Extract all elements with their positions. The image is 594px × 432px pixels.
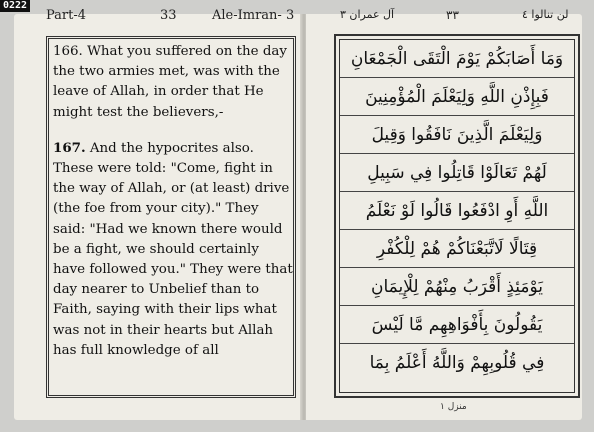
verse-167 bbox=[53, 138, 293, 361]
arabic-line: يَوْمَئِذٍ أَقْرَبُ مِنْهُمْ لِلْإِيمَانِ bbox=[340, 268, 574, 306]
verse-166 bbox=[53, 42, 293, 123]
arabic-line: قِتَالًا لَاتَّبَعْنَاكُمْ هُمْ لِلْكُفْرِ bbox=[340, 230, 574, 268]
arabic-line: وَمَا أَصَابَكُمْ يَوْمَ الْتَقَى الْجَمْعَانِ bbox=[340, 40, 574, 78]
right-page-number: ٣٣ bbox=[446, 8, 459, 22]
image-tag: 0222 bbox=[0, 0, 30, 12]
surah-label: Ale-Imran- 3 bbox=[212, 8, 295, 23]
right-header-surah: آل عمران ٣ bbox=[340, 8, 395, 21]
manzil-footer: منزل ١ bbox=[440, 402, 467, 412]
verse-167-text: And the hypocrites also. These were told: "Come, fight in the way of Allah, or (at least) drive (the foe from your city)." They said: "Had we known there would be a fight, we should certainly have followed you." They were that day nearer to Unbelief than to Faith, saying with their lips what was not in their hearts but Allah has full knowledge of all bbox=[53, 140, 293, 358]
left-page-number: 33 bbox=[160, 8, 177, 23]
part-label: Part-4 bbox=[46, 8, 87, 23]
arabic-line: لَهُمْ تَعَالَوْا قَاتِلُوا فِي سَبِيلِ bbox=[340, 154, 574, 192]
arabic-line: يَقُولُونَ بِأَفْوَاهِهِم مَّا لَيْسَ bbox=[340, 306, 574, 344]
verse-166-number: 166. bbox=[53, 44, 83, 59]
right-header-juz: لن تنالوا ٤ bbox=[522, 8, 569, 21]
arabic-frame bbox=[334, 34, 580, 398]
verse-167-number: 167. bbox=[53, 139, 86, 156]
arabic-line: فِي قُلُوبِهِمْ وَاللَّهُ أَعْلَمُ بِمَا bbox=[369, 353, 545, 373]
arabic-lines bbox=[339, 39, 575, 393]
arabic-line: اللَّهِ أَوِ ادْفَعُوا قَالُوا لَوْ نَعْلَمُ bbox=[340, 192, 574, 230]
translation-text bbox=[53, 42, 293, 361]
verse-166-text: What you suffered on the day the two armies met, was with the leave of Allah, in order that He might test the believers,- bbox=[53, 44, 287, 120]
arabic-line: فَبِإِذْنِ اللَّهِ وَلِيَعْلَمَ الْمُؤْمِنِينَ bbox=[340, 78, 574, 116]
arabic-line: وَلِيَعْلَمَ الَّذِينَ نَافَقُوا وَقِيلَ bbox=[340, 116, 574, 154]
